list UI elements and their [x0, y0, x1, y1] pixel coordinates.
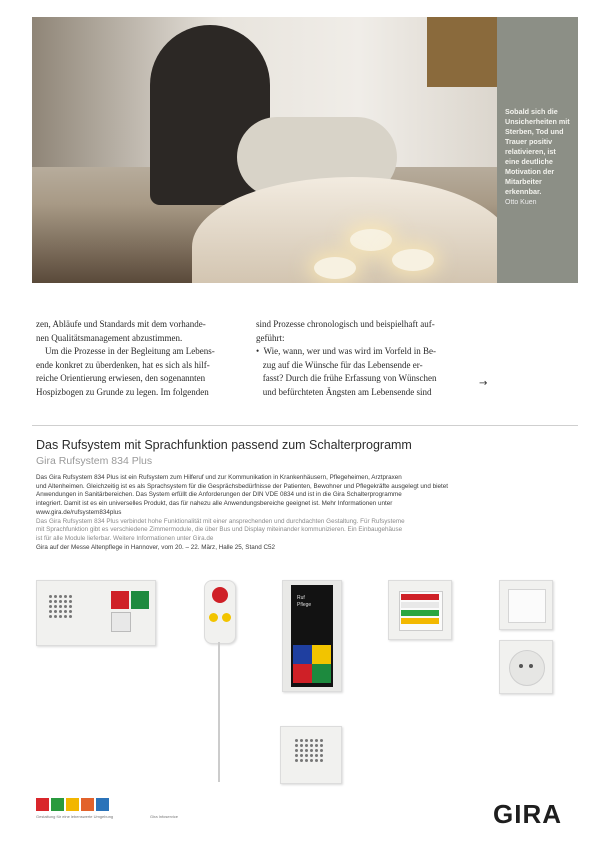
power-socket: [499, 640, 553, 694]
altenpflege-logo-icon: [36, 798, 109, 811]
pendant-call-button: [204, 580, 236, 644]
ad-body-line: und Altenheimen. Gleichzeitig ist es als Sprachsystem für die Gesprächsbedürfnisse der Patienten, Bewohner und Pflegekräfte ausgelegt und bietet: [36, 482, 448, 490]
candle-icon: [314, 257, 356, 279]
lamp-green-icon: [401, 610, 439, 616]
speaker-grille-icon: [49, 595, 72, 618]
terminal-blue-key[interactable]: [293, 645, 312, 664]
article-line: reiche Orientierung erwiesen, den sogenannten: [36, 373, 206, 383]
ad-body-line: Das Gira Rufsystem 834 Plus ist ein Rufsystem zum Hilferuf und zur Kommunikation in Krankenhäusern, Pflegeheimen, Arztpraxen: [36, 474, 402, 481]
ad-body-line: integriert. Damit ist es ein universelles Produkt, das für nahezu alle Anwendungsbereiche geeignet ist. Mehr Informationen unter: [36, 500, 393, 508]
pendant-light-icon[interactable]: [209, 613, 218, 622]
ad-body-line: mit Sprachfunktion gibt es verschiedene Zimmermodule, die über Bus und Display miteinander kommunizieren. Ein Einbaugehäuse: [36, 526, 403, 534]
footer-note: Gira Infoservice: [150, 814, 179, 819]
article-line: nen Qualitätsmanagement abzustimmen.: [36, 332, 183, 343]
article-line: Um die Prozesse in der Begleitung am Lebens-: [36, 346, 215, 356]
article-column-right: [256, 318, 466, 399]
socket-icon: [509, 650, 545, 686]
ad-fair-info: Gira auf der Messe Altenpflege in Hannover, vom 20. – 22. März, Halle 25, Stand C52: [36, 543, 276, 551]
ad-link[interactable]: www.gira.de/rufsystem834plus: [36, 508, 122, 516]
lamp-yellow-icon: [401, 618, 439, 624]
corridor-signal-lamp: [388, 580, 452, 640]
ad-title: Das Rufsystem mit Sprachfunktion passend zum Schalterprogramm: [36, 438, 412, 452]
section-divider: [32, 425, 578, 426]
display-terminal: [282, 580, 342, 692]
network-socket-icon: [111, 612, 131, 632]
hero-photo: [32, 17, 578, 283]
lamp-red-icon: [401, 594, 439, 600]
article-line: geführt:: [256, 332, 285, 343]
terminal-display: [297, 595, 327, 609]
pendant-call-icon[interactable]: [212, 587, 228, 603]
article-line: • Wie, wann, wer und was wird im Vorfeld in Be-: [256, 346, 437, 356]
photo-quote-panel: [497, 17, 578, 283]
terminal-line: Ruf: [297, 595, 305, 601]
article-line: fasst? Durch die frühe Erfassung von Wünschen: [256, 373, 437, 383]
ad-body: [36, 474, 576, 552]
article-line: zug auf die Wünsche für das Lebensende er-: [256, 359, 423, 370]
gira-logo: GIRA: [493, 799, 562, 829]
switch-rocker[interactable]: [508, 589, 546, 623]
terminal-green-key[interactable]: [312, 664, 331, 683]
terminal-yellow-key[interactable]: [312, 645, 331, 664]
photo-picture-frame: [427, 17, 497, 87]
candle-icon: [350, 229, 392, 251]
ad-body-line: Das Gira Rufsystem 834 Plus verbindet hohe Funktionalität mit einer ansprechenden und durchdachten Gestaltung. Für Rufsysteme: [36, 517, 405, 525]
footer-tagline: Gestaltung für eine lebenswerte Umgebung: [36, 814, 114, 819]
article-line: ende konkret zu überdenken, hat es sich als hilf-: [36, 359, 210, 370]
call-button[interactable]: [111, 591, 129, 609]
candle-icon: [392, 249, 434, 271]
socket-pin-icon: [519, 664, 523, 668]
article-line: sind Prozesse chronologisch und beispielhaft auf-: [256, 319, 435, 329]
lamp-white-icon: [401, 602, 439, 608]
article-column-left: [36, 318, 246, 399]
pendant-cable: [218, 642, 220, 782]
article-line: zen, Abläufe und Standards mit dem vorhande-: [36, 319, 206, 329]
article-line: Hospizbogen zu Grunde zu legen. Im folgenden: [36, 386, 209, 397]
photo-quote-author: Otto Kuen: [505, 199, 537, 206]
photo-quote: Sobald sich die Unsicherheiten mit Sterben, Tod und Trauer positiv relativieren, ist eine deutliche Motivation der Mitarbeiter erkennbar.: [505, 107, 570, 196]
ad-body-line: Anwendungen in Sanitärbereichen. Das System erfüllt die Anforderungen der DIN VDE 0834 und ist in die Gira Schalterprogramme: [36, 491, 402, 499]
ad-subtitle: Gira Rufsystem 834 Plus: [36, 455, 153, 467]
speaker-grille-icon: [295, 739, 323, 762]
continue-arrow-icon[interactable]: →: [479, 378, 488, 389]
terminal-red-key[interactable]: [293, 664, 312, 683]
ad-body-line: ist für alle Module lieferbar. Weitere Informationen unter Gira.de: [36, 534, 214, 542]
presence-button[interactable]: [131, 591, 149, 609]
socket-pin-icon: [529, 664, 533, 668]
room-module: [36, 580, 156, 646]
light-switch: [499, 580, 553, 630]
pendant-reading-icon[interactable]: [222, 613, 231, 622]
article-line: und befürchteten Ängsten am Lebensende sind: [256, 386, 432, 397]
speaker-module: [280, 726, 342, 784]
terminal-line: Pflege: [297, 602, 312, 608]
